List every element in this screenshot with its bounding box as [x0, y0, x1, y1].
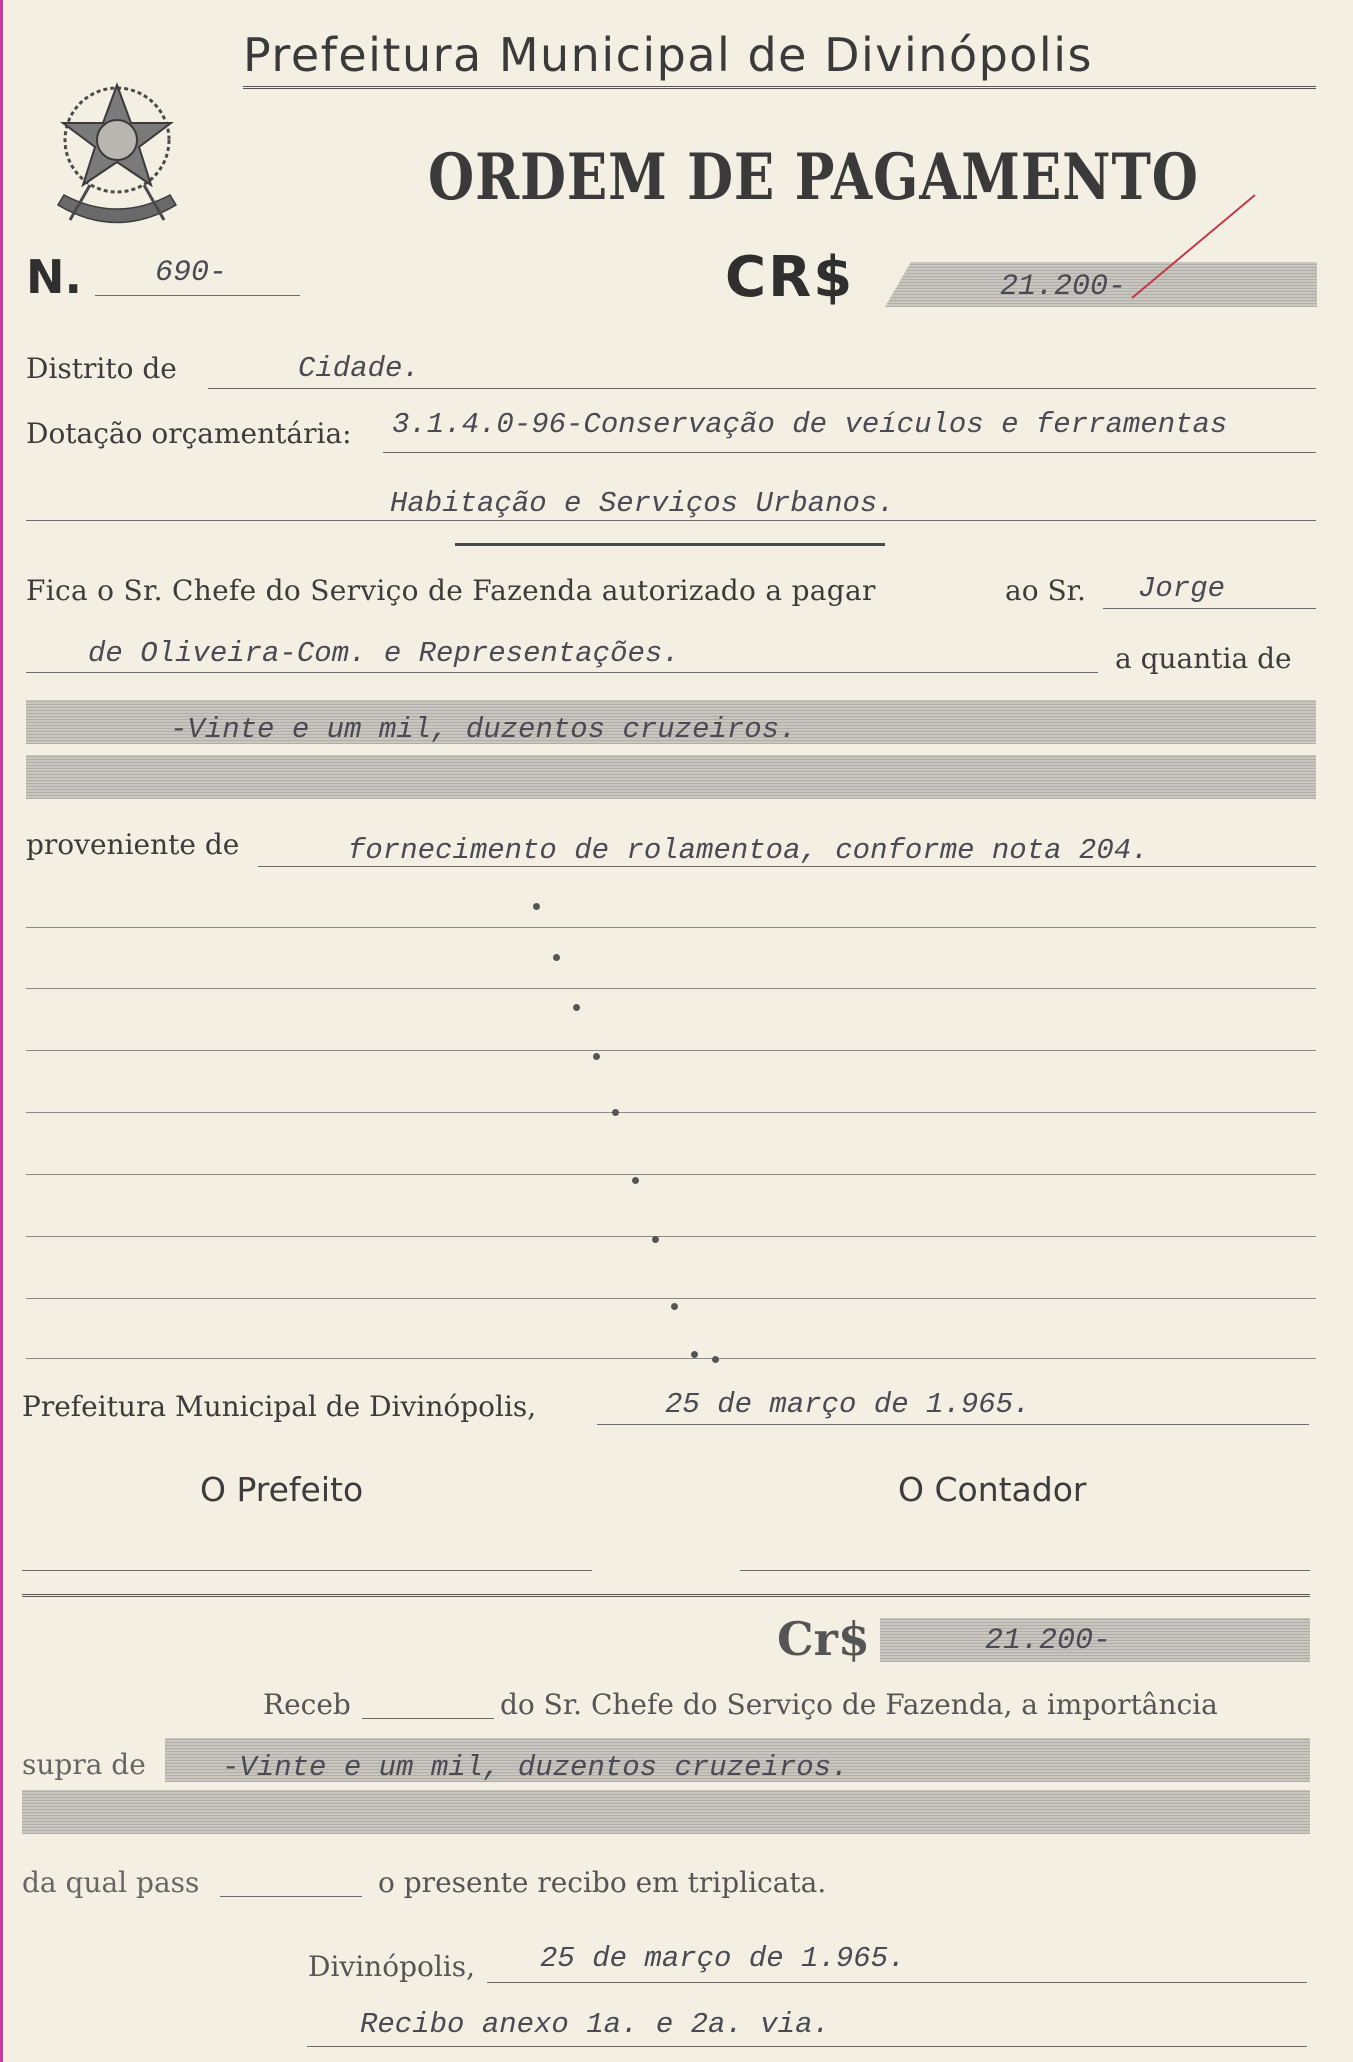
- signature-mayor-line: [22, 1570, 592, 1571]
- blank-line-8: [26, 1358, 1316, 1359]
- authorization-text: Fica o Sr. Chefe do Serviço de Fazenda autorizado a pagar: [26, 574, 876, 607]
- receipt-date: 25 de março de 1.965.: [540, 1942, 906, 1975]
- origin-value: fornecimento de rolamentoa, conforme nota 204.: [348, 834, 1149, 867]
- receipt-note: Recibo anexo 1a. e 2a. via.: [360, 2008, 830, 2041]
- district-label: Distrito de: [26, 352, 177, 385]
- coat-of-arms-seal: [30, 55, 205, 230]
- supra-label: supra de: [22, 1748, 146, 1781]
- receipt-currency-label: Cr$: [777, 1612, 870, 1666]
- order-number-label: N.: [26, 250, 82, 304]
- section-divider: [455, 543, 885, 546]
- currency-label: CR$: [725, 245, 855, 310]
- pass-text: o presente recibo em triplicata.: [378, 1866, 827, 1899]
- origin-line: [258, 866, 1316, 867]
- document-title: ORDEM DE PAGAMENTO: [428, 140, 1199, 215]
- fill-mark: [632, 1177, 639, 1184]
- receipt-amount-value: 21.200-: [985, 1624, 1112, 1658]
- budget-label: Dotação orçamentária:: [26, 417, 352, 450]
- budget-line-2-rule: [26, 520, 1316, 521]
- receipt-place-label: Divinópolis,: [308, 1950, 476, 1983]
- payee-line-1-rule: [1103, 608, 1316, 609]
- fill-mark: [612, 1109, 619, 1116]
- district-value: Cidade.: [298, 352, 420, 385]
- fill-mark: [671, 1303, 678, 1310]
- blank-line-4: [26, 1112, 1316, 1113]
- amount-words-value: -Vinte e um mil, duzentos cruzeiros.: [170, 713, 797, 746]
- blank-line-2: [26, 988, 1316, 989]
- page-edge: [0, 0, 3, 2062]
- received-label: Receb: [263, 1688, 351, 1721]
- pass-label: da qual pass: [22, 1866, 200, 1899]
- receipt-amount-words: -Vinte e um mil, duzentos cruzeiros.: [222, 1751, 849, 1784]
- blank-line-1: [26, 927, 1316, 928]
- place-label: Prefeitura Municipal de Divinópolis,: [22, 1390, 537, 1423]
- received-line: [362, 1718, 494, 1719]
- received-text: do Sr. Chefe do Serviço de Fazenda, a importância: [500, 1688, 1218, 1721]
- blank-line-5: [26, 1174, 1316, 1175]
- red-check-mark: [1130, 190, 1260, 300]
- receipt-note-line: [307, 2046, 1307, 2047]
- signature-accountant-label: O Contador: [898, 1470, 1087, 1509]
- signature-accountant-line: [740, 1570, 1310, 1571]
- amount-words-band-2: [26, 755, 1316, 799]
- order-number-line: [95, 295, 300, 296]
- fill-mark: [712, 1356, 719, 1363]
- blank-line-6: [26, 1236, 1316, 1237]
- receipt-date-line: [487, 1982, 1307, 1983]
- order-number-value: 690-: [155, 256, 228, 290]
- payee-line-2-rule: [26, 672, 1098, 673]
- fill-mark: [593, 1053, 600, 1060]
- blank-line-3: [26, 1050, 1316, 1051]
- fill-mark: [691, 1351, 698, 1358]
- pass-line: [220, 1896, 362, 1897]
- signature-mayor-label: O Prefeito: [200, 1470, 364, 1509]
- receipt-words-band-2: [22, 1790, 1310, 1834]
- amount-value: 21.200-: [1000, 270, 1127, 304]
- payee-prefix: ao Sr.: [1005, 574, 1086, 607]
- budget-line-1: 3.1.4.0-96-Conservação de veículos e ferramentas: [392, 408, 1228, 441]
- fill-mark: [533, 903, 540, 910]
- blank-line-7: [26, 1298, 1316, 1299]
- order-date-line: [597, 1424, 1309, 1425]
- origin-label: proveniente de: [26, 828, 240, 861]
- header-underline: [243, 86, 1316, 89]
- fill-mark: [573, 1004, 580, 1011]
- payee-line-2: de Oliveira-Com. e Representações.: [88, 637, 680, 670]
- district-line: [208, 388, 1316, 389]
- municipality-title: Prefeitura Municipal de Divinópolis: [243, 28, 1093, 82]
- budget-line-2: Habitação e Serviços Urbanos.: [390, 487, 895, 520]
- amount-words-label: a quantia de: [1115, 642, 1292, 675]
- payee-line-1: Jorge: [1138, 572, 1226, 605]
- order-date: 25 de março de 1.965.: [665, 1388, 1031, 1421]
- fill-mark: [652, 1236, 659, 1243]
- fill-mark: [553, 954, 560, 961]
- budget-line-1-rule: [383, 452, 1316, 453]
- receipt-divider: [22, 1594, 1310, 1597]
